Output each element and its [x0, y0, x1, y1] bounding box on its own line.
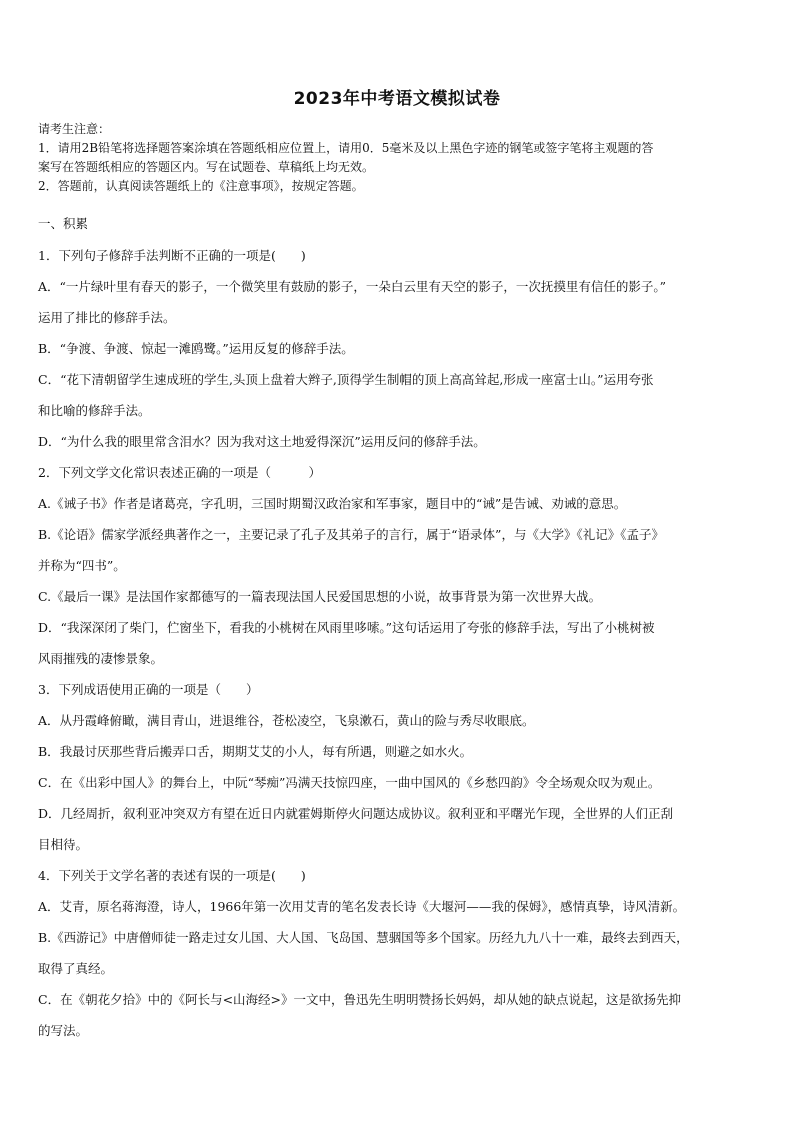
notice-heading: 请考生注意： — [38, 122, 111, 136]
option-line: D．几经周折，叙利亚冲突双方有望在近日内就霍姆斯停火问题达成协议。叙利亚和平曙光乍现，全世界的人们正刮 — [38, 806, 674, 821]
option-line: B.《论语》儒家学派经典著作之一，主要记录了孔子及其弟子的言行，属于“语录体”，与《大学》《礼记》《孟子》 — [38, 527, 664, 542]
notice-line: 案写在答题纸相应的答题区内。写在试题卷、草稿纸上均无效。 — [38, 160, 375, 174]
option-line: C.《最后一课》是法国作家都德写的一篇表现法国人民爱国思想的小说，故事背景为第一次世界大战。 — [38, 589, 602, 604]
option-line: A.《诫子书》作者是诸葛亮，字孔明，三国时期蜀汉政治家和军事家，题目中的“诫”是告诫、劝诫的意思。 — [38, 496, 627, 511]
option-line: 取得了真经。 — [38, 961, 114, 976]
option-line: D．“为什么我的眼里常含泪水？因为我对这土地爱得深沉”运用反问的修辞手法。 — [38, 434, 486, 449]
notice-line: 2．答题前，认真阅读答题纸上的《注意事项》，按规定答题。 — [38, 179, 364, 193]
option-line: C．在《朝花夕拾》中的《阿长与<山海经>》一文中，鲁迅先生明明赞扬长妈妈，却从她的缺点说起，这是欲扬先抑 — [38, 992, 682, 1007]
option-line: D．“我深深闭了柴门，伫窗坐下，看我的小桃树在风雨里哆嗦。”这句话运用了夸张的修辞手法，写出了小桃树被 — [38, 620, 655, 635]
option-line: 和比喻的修辞手法。 — [38, 403, 151, 418]
section-heading: 一、积累 — [38, 216, 89, 231]
option-line: 运用了排比的修辞手法。 — [38, 310, 176, 325]
question-4-stem: 4．下列关于文学名著的表述有误的一项是( ) — [38, 868, 306, 883]
notice-line: 1．请用2B铅笔将选择题答案涂填在答题纸相应位置上，请用0．5毫米及以上黑色字迹的钢笔或签字笔将主观题的答 — [38, 141, 654, 155]
option-line: B．“争渡、争渡、惊起一滩鸥鹭。”运用反复的修辞手法。 — [38, 341, 354, 356]
exam-page — [38, 86, 756, 1046]
option-line: A．艾青，原名蒋海澄，诗人，1966年第一次用艾青的笔名发表长诗《大堰河——我的保姆》，感情真挚，诗风清新。 — [38, 899, 686, 914]
question-2-stem: 2．下列文学文化常识表述正确的一项是（ ） — [38, 465, 321, 480]
option-line: 风雨摧残的凄惨景象。 — [38, 651, 164, 666]
option-line: 目相待。 — [38, 837, 89, 852]
option-line: A．“一片绿叶里有春天的影子，一个微笑里有鼓励的影子，一朵白云里有天空的影子，一次抚摸里有信任的影子。” — [38, 279, 667, 294]
option-line: C．“花下清朝留学生速成班的学生,头顶上盘着大辫子,顶得学生制帽的顶上高高耸起,形成一座富士山。”运用夸张 — [38, 372, 654, 387]
page-title: 2023年中考语文模拟试卷 — [293, 89, 501, 109]
option-line: B．我最讨厌那些背后搬弄口舌，期期艾艾的小人，每有所遇，则避之如水火。 — [38, 744, 473, 759]
option-line: C．在《出彩中国人》的舞台上，中阮“琴痴”冯满天技惊四座，一曲中国风的《乡愁四韵》令全场观众叹为观止。 — [38, 775, 661, 790]
option-line: B.《西游记》中唐僧师徒一路走过女儿国、大人国、飞岛国、慧骃国等多个国家。历经九九八十一难，最终去到西天， — [38, 930, 689, 945]
question-3-stem: 3．下列成语使用正确的一项是（ ） — [38, 682, 259, 697]
option-line: 并称为“四书”。 — [38, 558, 126, 573]
notice-block — [38, 120, 756, 196]
option-line: 的写法。 — [38, 1023, 89, 1038]
question-1-stem: 1．下列句子修辞手法判断不正确的一项是( ) — [38, 248, 306, 263]
option-line: A．从丹霞峰俯瞰，满目青山，进退维谷，苍松凌空，飞泉漱石，黄山的险与秀尽收眼底。 — [38, 713, 535, 728]
question-list — [38, 240, 756, 1046]
